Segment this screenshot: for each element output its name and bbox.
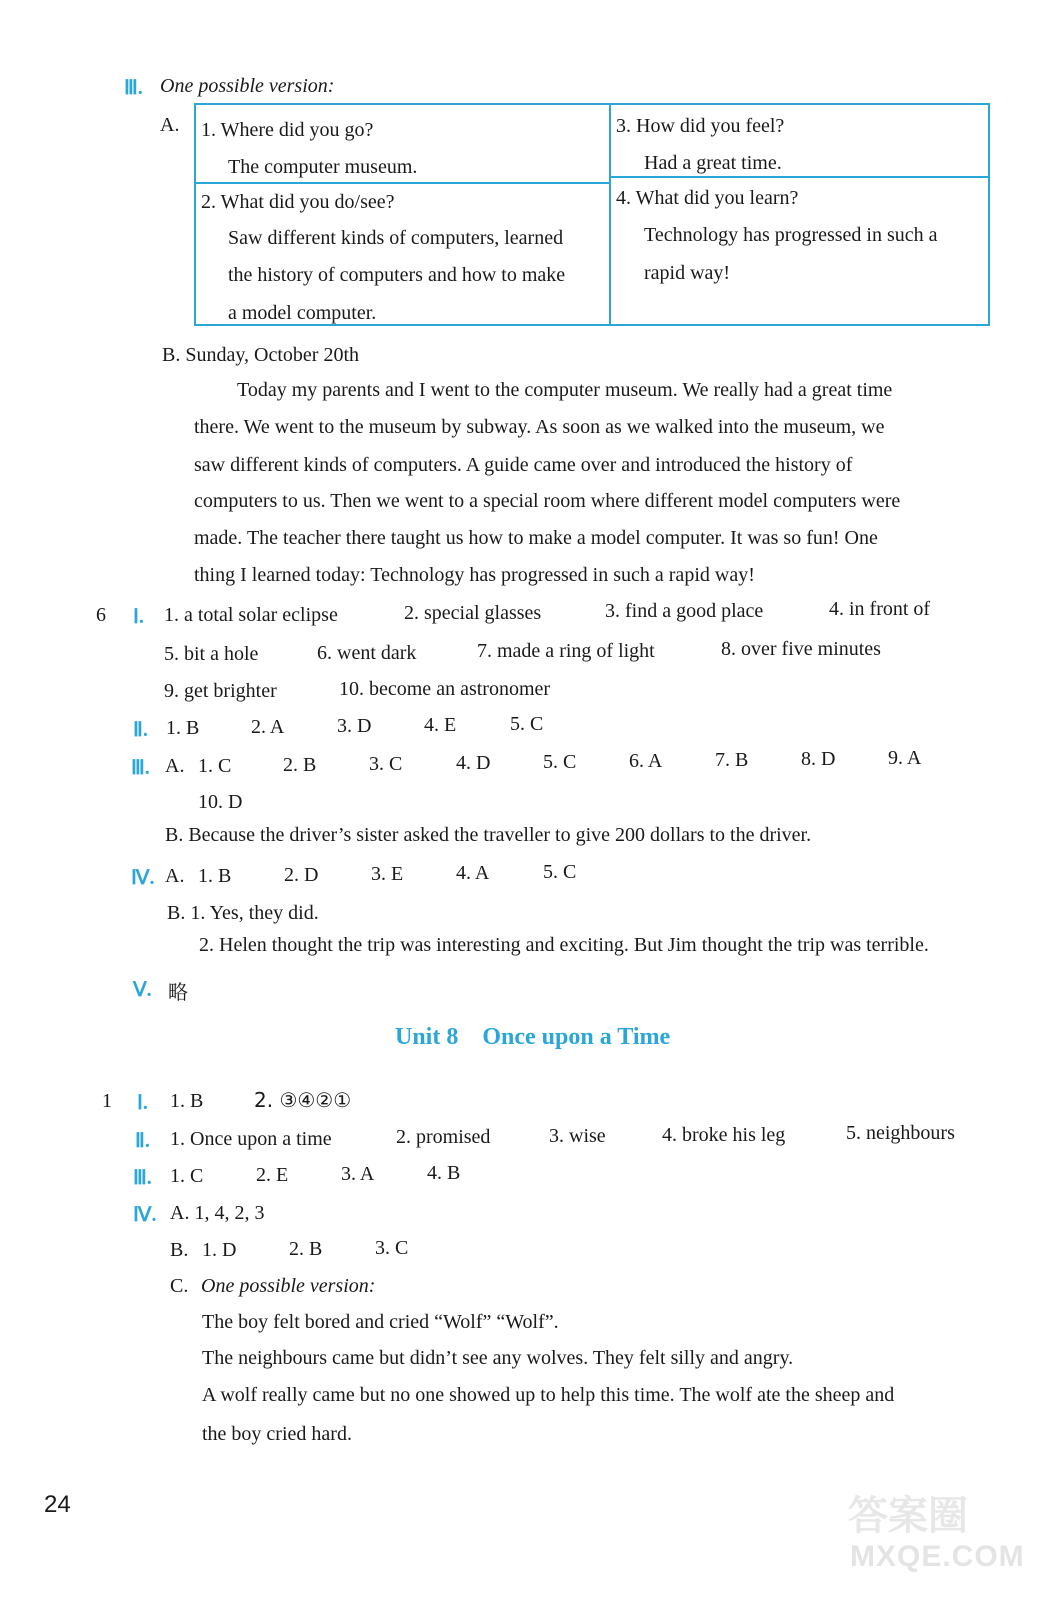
answer-item: 1. Once upon a time — [170, 1128, 332, 1150]
answer-item: 6. went dark — [317, 642, 417, 664]
answer-item: 10. become an astronomer — [339, 678, 551, 700]
table-answer: Saw different kinds of computers, learned — [228, 227, 564, 249]
answer-item: 7. B — [715, 749, 749, 771]
answer-item: 4. broke his leg — [662, 1124, 786, 1146]
answer-item: 3. wise — [549, 1125, 606, 1147]
section-numeral: Ⅱ. — [133, 719, 148, 741]
diary-line: there. We went to the museum by subway. As soon as we walked into the museum, we — [194, 416, 885, 438]
section-numeral: Ⅰ. — [133, 606, 144, 628]
diary-line: made. The teacher there taught us how to make a model computer. It was so fun! One — [194, 527, 878, 549]
version-intro: One possible version: — [201, 1275, 376, 1297]
answer-item: 2. B — [289, 1238, 323, 1260]
answer-item: 5. neighbours — [846, 1122, 955, 1144]
answer-item: 1. B — [198, 865, 232, 887]
story-line: the boy cried hard. — [202, 1423, 352, 1445]
answer-item: 8. over five minutes — [721, 638, 881, 660]
answer-item: 2. D — [284, 864, 319, 886]
answer-item: 9. get brighter — [164, 680, 277, 702]
story-line: The boy felt bored and cried “Wolf” “Wolf”. — [202, 1311, 559, 1333]
answer-item: 4. D — [456, 752, 491, 774]
answer-item: 1. B — [166, 717, 200, 739]
table-question: 4. What did you learn? — [616, 187, 799, 209]
answer-sentence: B. 1. Yes, they did. — [167, 902, 319, 924]
table-answer: a model computer. — [228, 302, 377, 324]
part-label: A. — [165, 755, 185, 777]
table-question: 1. Where did you go? — [201, 119, 374, 141]
answer-table — [194, 103, 990, 326]
lesson-number: 6 — [96, 604, 106, 626]
answer-item: 5. C — [510, 713, 544, 735]
answer-omitted: 略 — [168, 980, 188, 1004]
diary-date: B. Sunday, October 20th — [162, 344, 360, 366]
section-numeral: Ⅱ. — [135, 1130, 150, 1152]
answer-item: 1. C — [198, 755, 232, 777]
story-line: A wolf really came but no one showed up to help this time. The wolf ate the sheep and — [202, 1384, 895, 1406]
answer-item: 3. C — [369, 753, 403, 775]
answer-item: 5. C — [543, 751, 577, 773]
diary-line: Today my parents and I went to the computer museum. We really had a great time — [237, 379, 893, 401]
answer-item: 4. B — [427, 1162, 461, 1184]
answer-sentence: A. 1, 4, 2, 3 — [170, 1202, 265, 1224]
answer-item: 5. bit a hole — [164, 643, 259, 665]
answer-item: 8. D — [801, 748, 836, 770]
watermark — [848, 1482, 1025, 1582]
table-answer: Had a great time. — [644, 152, 782, 174]
section-numeral: Ⅲ. — [124, 77, 143, 99]
section-numeral: Ⅳ. — [131, 867, 155, 889]
answer-item: 2. ③④②① — [254, 1088, 352, 1112]
part-label: B. — [170, 1239, 189, 1261]
part-a-label: A. — [160, 114, 180, 136]
answer-item: 3. C — [375, 1237, 409, 1259]
story-line: The neighbours came but didn’t see any wolves. They felt silly and angry. — [202, 1347, 794, 1369]
answer-sentence: 2. Helen thought the trip was interesting and exciting. But Jim thought the trip was terrible. — [199, 934, 929, 956]
answer-item: 1. C — [170, 1165, 204, 1187]
answer-item: 1. D — [202, 1239, 237, 1261]
lesson-number: 1 — [102, 1090, 112, 1112]
answer-item: 6. A — [629, 750, 663, 772]
answer-item: 2. special glasses — [404, 602, 542, 624]
answer-item: 10. D — [198, 791, 243, 813]
answer-item: 2. A — [251, 716, 285, 738]
section-numeral: Ⅰ. — [137, 1092, 148, 1114]
answer-item: 3. find a good place — [605, 600, 764, 622]
part-label: A. — [165, 865, 185, 887]
table-answer: Technology has progressed in such a — [644, 224, 938, 246]
answer-item: 3. E — [371, 863, 404, 885]
table-question: 2. What did you do/see? — [201, 191, 395, 213]
table-question: 3. How did you feel? — [616, 115, 785, 137]
answer-item: 1. a total solar eclipse — [164, 604, 338, 626]
diary-line: saw different kinds of computers. A guide came over and introduced the history of — [194, 454, 853, 476]
answer-item: 2. E — [256, 1164, 289, 1186]
answer-item: 3. A — [341, 1163, 375, 1185]
answer-item: 5. C — [543, 861, 577, 883]
part-label: C. — [170, 1275, 189, 1297]
table-answer: rapid way! — [644, 262, 731, 284]
watermark-site: MXQE.COM — [850, 1540, 1025, 1573]
diary-line: computers to us. Then we went to a special room where different model computers were — [194, 490, 901, 512]
answer-item: 4. in front of — [829, 598, 931, 620]
watermark-logo-text: 答案圈 — [848, 1493, 968, 1539]
answer-item: 7. made a ring of light — [477, 640, 655, 662]
answer-item: 4. E — [424, 714, 457, 736]
table-answer: the history of computers and how to make — [228, 264, 566, 286]
answer-item: 2. B — [283, 754, 317, 776]
answer-sentence: B. Because the driver’s sister asked the traveller to give 200 dollars to the driver. — [165, 824, 812, 846]
table-answer: The computer museum. — [228, 156, 418, 178]
section-numeral: Ⅳ. — [133, 1204, 157, 1226]
section-numeral: Ⅴ. — [133, 979, 152, 1001]
answer-item: 1. B — [170, 1090, 204, 1112]
unit-title: Unit 8 Once upon a Time — [395, 1024, 671, 1050]
answer-item: 9. A — [888, 747, 922, 769]
page-number: 24 — [44, 1491, 71, 1518]
section-numeral: Ⅲ. — [131, 757, 150, 779]
diary-line: thing I learned today: Technology has progressed in such a rapid way! — [194, 564, 755, 586]
section-intro: One possible version: — [160, 75, 335, 97]
section-numeral: Ⅲ. — [133, 1167, 152, 1189]
answer-item: 2. promised — [396, 1126, 491, 1148]
answer-item: 4. A — [456, 862, 490, 884]
answer-item: 3. D — [337, 715, 372, 737]
watermark-logo — [848, 1482, 1013, 1540]
